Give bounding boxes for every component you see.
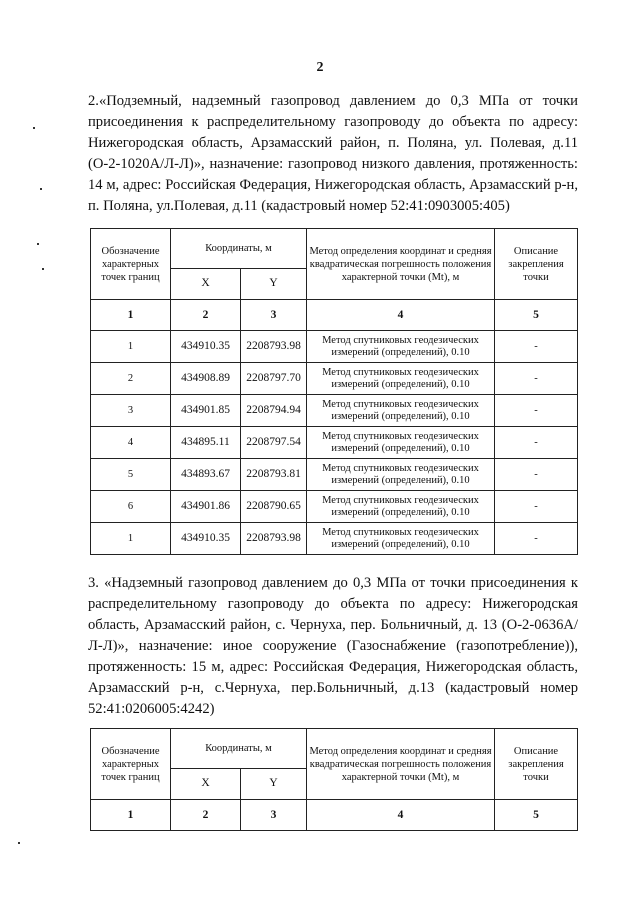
table-row bbox=[91, 459, 578, 491]
y-cell: 2208793.98 bbox=[241, 523, 307, 555]
x-cell: 434893.67 bbox=[171, 459, 241, 491]
header-y: Y bbox=[241, 768, 307, 799]
header-description: Описание закрепления точки bbox=[495, 229, 578, 300]
column-number: 5 bbox=[495, 300, 578, 331]
description-cell: - bbox=[495, 427, 578, 459]
method-cell: Метод спутниковых геодезических измерений (определений), 0.10 bbox=[307, 459, 495, 491]
coordinates-table-section-3 bbox=[90, 728, 578, 831]
description-cell: - bbox=[495, 459, 578, 491]
section-2-paragraph: 2.«Подземный, надземный газопровод давлением до 0,3 МПа от точки присоединения к распределительному газопроводу до объекта по адресу: Нижегородская область, Арзамасский район, п. Поляна, ул. Полевая, д.11 (О-2-1020А/Л-Л)», назначение: газопровод низкого давления, протяженность: 14 м, адрес: Российская Федерация, Нижегородская область, Арзамасский р-н, п. Поляна, ул.Полевая, д.11 (кадастровый номер 52:41:0903005:405) bbox=[88, 93, 578, 214]
x-cell: 434908.89 bbox=[171, 363, 241, 395]
description-cell: - bbox=[495, 491, 578, 523]
y-cell: 2208797.54 bbox=[241, 427, 307, 459]
table-row bbox=[91, 395, 578, 427]
method-cell: Метод спутниковых геодезических измерений (определений), 0.10 bbox=[307, 491, 495, 523]
header-x: X bbox=[171, 268, 241, 299]
column-number: 2 bbox=[171, 800, 241, 831]
scan-speck bbox=[33, 127, 35, 129]
scan-speck bbox=[37, 243, 39, 245]
header-coordinates: Координаты, м bbox=[171, 229, 307, 269]
point-cell: 4 bbox=[91, 427, 171, 459]
column-number-row bbox=[91, 800, 578, 831]
column-number: 4 bbox=[307, 300, 495, 331]
description-cell: - bbox=[495, 523, 578, 555]
point-cell: 6 bbox=[91, 491, 171, 523]
header-coordinates: Координаты, м bbox=[171, 729, 307, 769]
column-number: 2 bbox=[171, 300, 241, 331]
header-method: Метод определения координат и средняя квадратическая погрешность положения характерной точки (Mt), м bbox=[307, 729, 495, 800]
x-cell: 434901.86 bbox=[171, 491, 241, 523]
description-cell: - bbox=[495, 331, 578, 363]
column-number-row bbox=[91, 300, 578, 331]
point-cell: 2 bbox=[91, 363, 171, 395]
scan-speck bbox=[40, 188, 42, 190]
table-row bbox=[91, 331, 578, 363]
column-number: 3 bbox=[241, 300, 307, 331]
header-y: Y bbox=[241, 268, 307, 299]
section-3-paragraph: 3. «Надземный газопровод давлением до 0,3 МПа от точки присоединения к распределительному газопроводу до объекта по адресу: Нижегородская область, Арзамасский район, с. Чернуха, пер. Больничный, д. 13 (О-2-0636А/Л-Л)», назначение: иное сооружение (Газоснабжение (газопотребление)), протяженность: 15 м, адрес: Российская Федерация, Нижегородская область, Арзамасский р-н, с.Чернуха, пер.Больничный, д.13 (кадастровый номер 52:41:0206005:4242) bbox=[88, 575, 578, 717]
description-cell: - bbox=[495, 363, 578, 395]
method-cell: Метод спутниковых геодезических измерений (определений), 0.10 bbox=[307, 427, 495, 459]
column-number: 4 bbox=[307, 800, 495, 831]
y-cell: 2208790.65 bbox=[241, 491, 307, 523]
point-cell: 1 bbox=[91, 331, 171, 363]
column-number: 1 bbox=[91, 800, 171, 831]
table-row bbox=[91, 523, 578, 555]
x-cell: 434895.11 bbox=[171, 427, 241, 459]
y-cell: 2208794.94 bbox=[241, 395, 307, 427]
header-description: Описание закрепления точки bbox=[495, 729, 578, 800]
table-row bbox=[91, 427, 578, 459]
scan-speck bbox=[18, 842, 20, 844]
header-point: Обозначение характерных точек границ bbox=[91, 729, 171, 800]
method-cell: Метод спутниковых геодезических измерений (определений), 0.10 bbox=[307, 523, 495, 555]
column-number: 5 bbox=[495, 800, 578, 831]
column-number: 1 bbox=[91, 300, 171, 331]
point-cell: 1 bbox=[91, 523, 171, 555]
page-number: 2 bbox=[316, 60, 324, 75]
table-row bbox=[91, 363, 578, 395]
table-row bbox=[91, 491, 578, 523]
x-cell: 434910.35 bbox=[171, 331, 241, 363]
point-cell: 3 bbox=[91, 395, 171, 427]
x-cell: 434910.35 bbox=[171, 523, 241, 555]
point-cell: 5 bbox=[91, 459, 171, 491]
header-method: Метод определения координат и средняя квадратическая погрешность положения характерной точки (Mt), м bbox=[307, 229, 495, 300]
description-cell: - bbox=[495, 395, 578, 427]
x-cell: 434901.85 bbox=[171, 395, 241, 427]
method-cell: Метод спутниковых геодезических измерений (определений), 0.10 bbox=[307, 395, 495, 427]
method-cell: Метод спутниковых геодезических измерений (определений), 0.10 bbox=[307, 331, 495, 363]
header-x: X bbox=[171, 768, 241, 799]
scan-speck bbox=[42, 268, 44, 270]
y-cell: 2208797.70 bbox=[241, 363, 307, 395]
coordinates-table-section-2 bbox=[90, 228, 578, 555]
column-number: 3 bbox=[241, 800, 307, 831]
y-cell: 2208793.81 bbox=[241, 459, 307, 491]
method-cell: Метод спутниковых геодезических измерений (определений), 0.10 bbox=[307, 363, 495, 395]
y-cell: 2208793.98 bbox=[241, 331, 307, 363]
header-point: Обозначение характерных точек границ bbox=[91, 229, 171, 300]
